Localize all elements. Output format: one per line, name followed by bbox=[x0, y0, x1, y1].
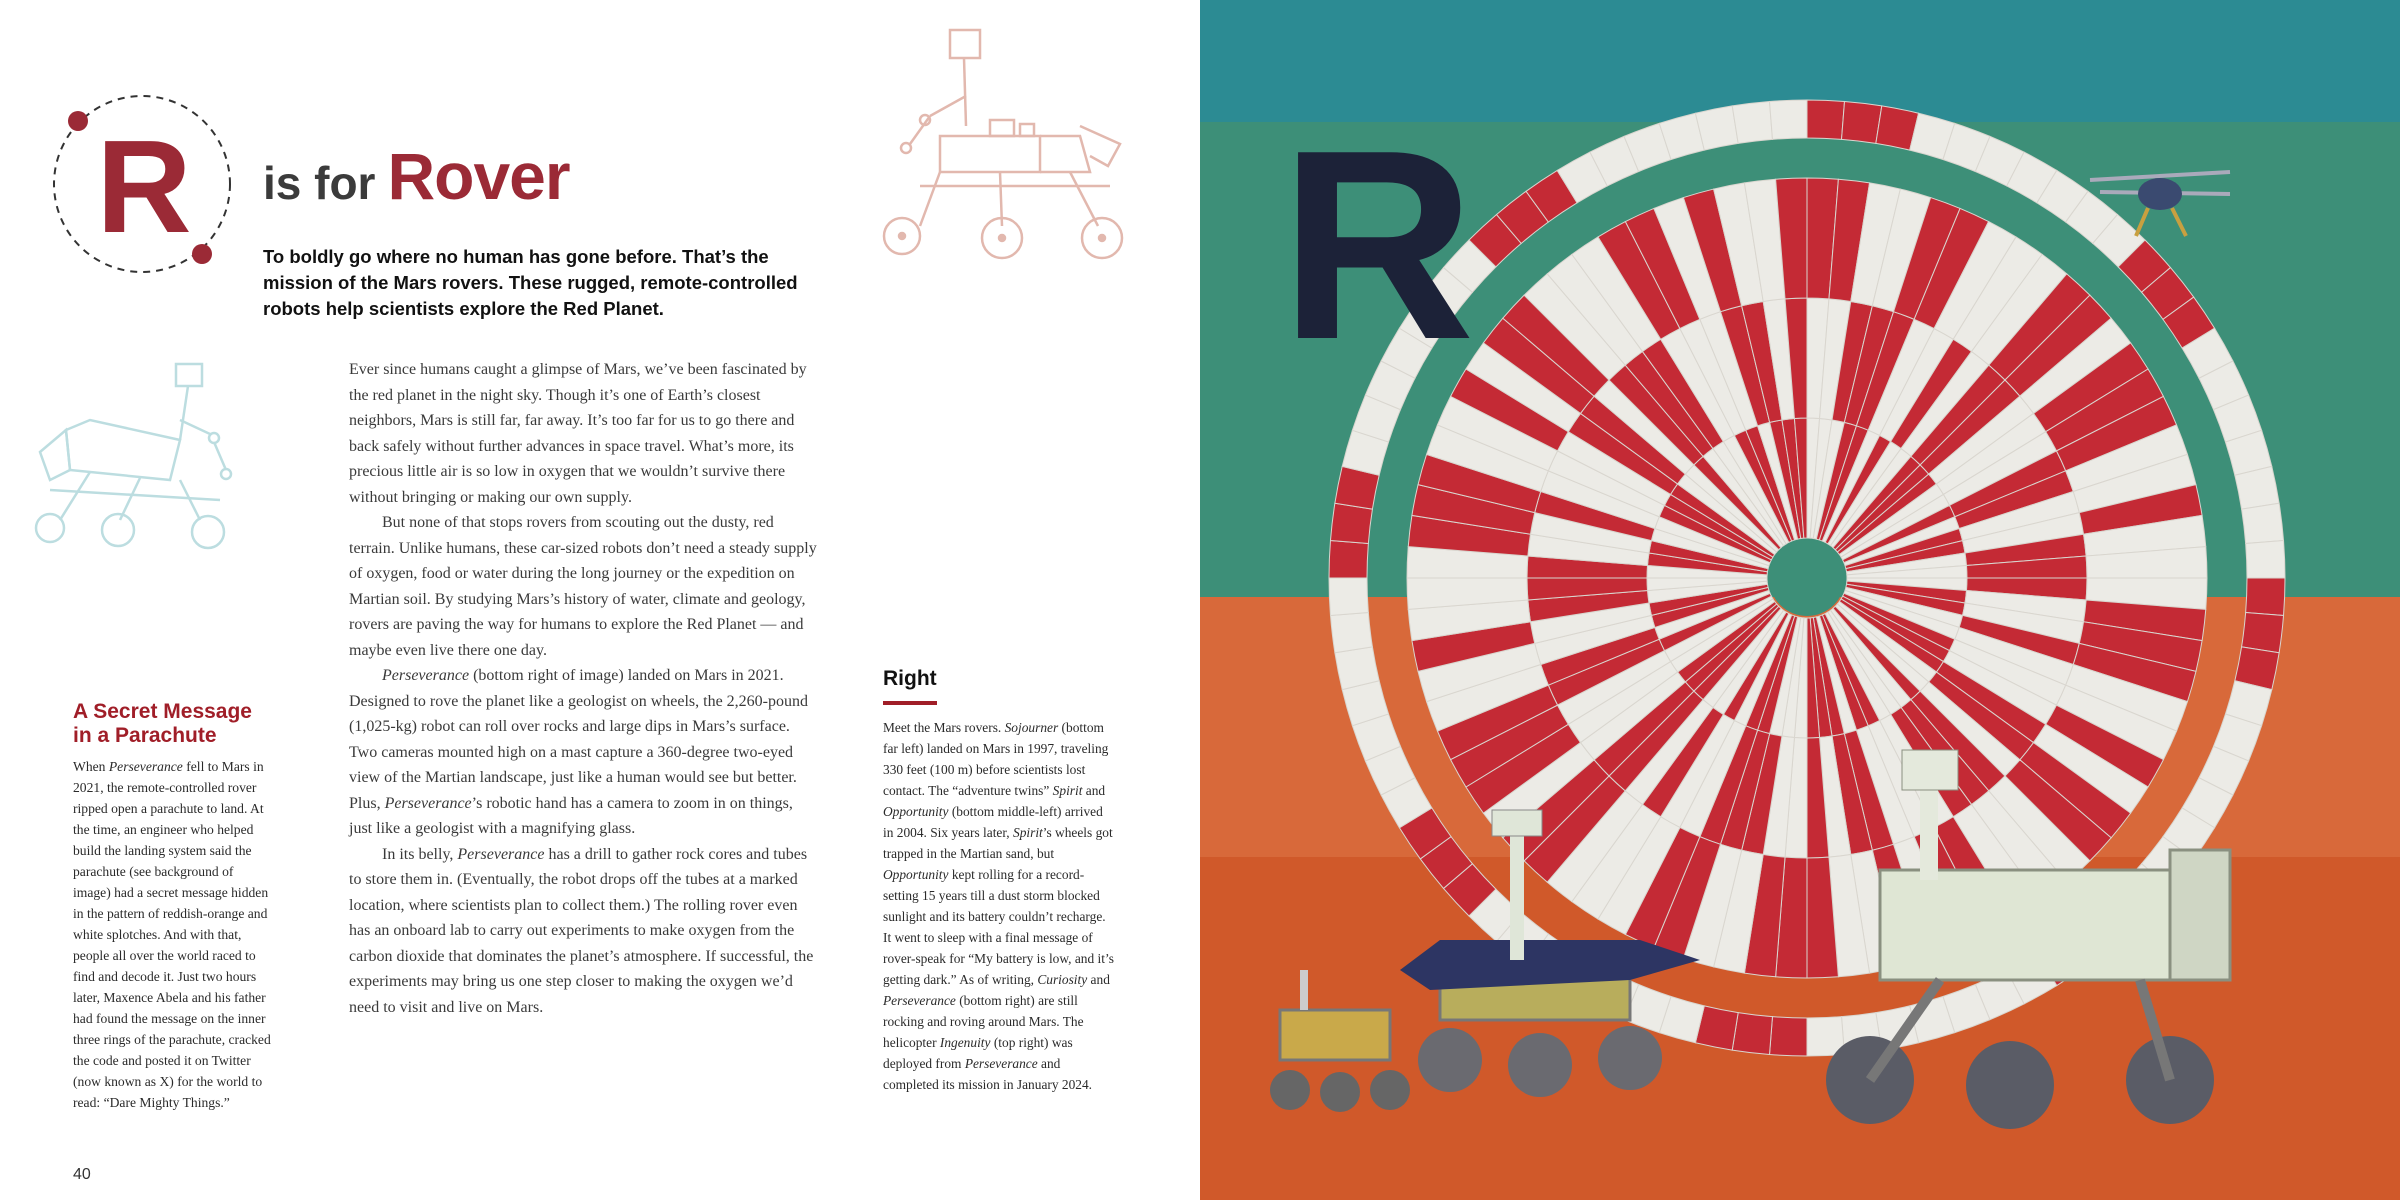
parachute-gore bbox=[1732, 101, 1772, 143]
rover-name: Perseverance bbox=[883, 993, 956, 1008]
parachute-gore bbox=[1330, 503, 1372, 543]
artwork-letter: R bbox=[1280, 95, 1475, 396]
page-title bbox=[263, 138, 570, 214]
parachute-gore bbox=[1842, 101, 1882, 143]
parachute-gore bbox=[2242, 613, 2284, 653]
main-body-text bbox=[349, 357, 819, 1020]
text: fell to Mars in 2021, the remote-controlled rover ripped open a parachute to land. At the time, an engineer who helped build the landing system said the parachute (see background of image) had a secret message hidden in the pattern of reddish-orange and white splotches. And with that, people all over the world raced to find and decode it. Just two hours later, Maxence Abela and his father had found the message on the inner three rings of the parachute, cracked the code and posted it on Twitter (now known as X) for the world to read: “Dare Mighty Things.” bbox=[73, 759, 271, 1110]
divider bbox=[883, 701, 937, 705]
parachute-gore bbox=[2242, 503, 2284, 543]
text: (bottom right of image) landed on Mars in 2021. Designed to rove the planet like a geologist on wheels, the 2,260-pound (1,025-kg) robot can roll over rocks and large dips in Mars’s surface. Two cameras mounted high on a mast capture a 360-degree two-eyed view of the Martian landscape, just like a human would see but better. Plus, bbox=[349, 667, 809, 812]
parachute-gore bbox=[1732, 1013, 1772, 1055]
drop-cap-letter: R bbox=[96, 113, 190, 260]
rover-name: Opportunity bbox=[883, 804, 949, 819]
paragraph: But none of that stops rovers from scouting out the dusty, red terrain. Unlike humans, these car-sized robots don’t need a steady supply of oxygen, food or water during the long journey or the expedition on Martian soil. By studying Mars’s history of water, climate and geology, rovers are paving the way for humans to explore the Red Planet — and maybe even live there one day. bbox=[349, 514, 817, 659]
paragraph: Ever since humans caught a glimpse of Mars, we’ve been fascinated by the red planet in the night sky. Though it’s one of Earth’s closest neighbors, Mars is still far, far away. It’s too far for us to go there and back safely without further advances in space travel. What’s more, its precious little air is so low in oxygen that we wouldn’t survive there without bringing or making our own supply. bbox=[349, 361, 807, 506]
text: When bbox=[73, 759, 109, 774]
text: and bbox=[1082, 783, 1106, 798]
parachute-gore bbox=[1769, 1017, 1807, 1056]
text: has a drill to gather rock cores and tubes to store them in. (Eventually, the robot drops off the tubes at a marked location, where scientists plan to collect them.) The rolling rover even has an onboard lab to carry out experiments to make oxygen from the carbon dioxide that dominates the planet’s atmosphere. If successful, the experiments may bring us one step closer to making the oxygen we’d need to visit and live on Mars. bbox=[349, 845, 814, 1016]
rover-name: Perseverance bbox=[384, 794, 472, 812]
parachute-gore bbox=[1329, 540, 1368, 578]
intro-text: To boldly go where no human has gone before. That’s the mission of the Mars rovers. These rugged, remote-controlled robots help scientists explore the Red Planet. bbox=[263, 246, 798, 319]
text: (top right) was deployed from bbox=[883, 1035, 1073, 1071]
quilt-artwork bbox=[1200, 0, 2400, 1200]
title-word: Rover bbox=[387, 139, 570, 213]
parachute-gore bbox=[1807, 100, 1845, 139]
image-caption bbox=[883, 665, 1115, 1095]
text: and completed its mission in January 2024. bbox=[883, 1056, 1093, 1092]
rover-name: Ingenuity bbox=[939, 1035, 991, 1050]
paragraph bbox=[349, 510, 819, 663]
parachute-gore bbox=[2246, 540, 2285, 578]
paragraph bbox=[349, 842, 819, 1021]
rover-name: Perseverance bbox=[457, 845, 545, 863]
rover-outline-icon bbox=[30, 360, 246, 550]
rover-name: Spirit bbox=[1013, 825, 1043, 840]
text: In its belly, bbox=[382, 845, 458, 863]
sidebar-text bbox=[73, 756, 271, 1113]
rover-name: Perseverance bbox=[964, 1056, 1038, 1071]
title-prefix: is for bbox=[263, 157, 376, 209]
sidebar-heading: A Secret Message in a Parachute bbox=[73, 700, 252, 747]
rover-name: Curiosity bbox=[1037, 972, 1088, 987]
rover-name: Perseverance bbox=[382, 667, 470, 684]
parachute-quilt-image bbox=[1200, 0, 2400, 1200]
text: and bbox=[1087, 972, 1110, 987]
rover-name: Opportunity bbox=[883, 867, 949, 882]
text: ’s wheels got trapped in the Martian sand, but bbox=[883, 825, 1113, 861]
text: (bottom middle-left) arrived in 2004. Six years later, bbox=[883, 804, 1103, 840]
text: ’s robotic hand has a camera to zoom in on things, just like a geologist with a magnifying glass. bbox=[349, 794, 793, 837]
rover-name: Perseverance bbox=[108, 759, 183, 774]
parachute-vent bbox=[1769, 540, 1845, 616]
parachute-gore bbox=[1330, 613, 1372, 653]
text: kept rolling for a record-setting 15 years till a dust storm blocked sunlight and its battery couldn’t recharge. It went to sleep with a final message of rover-speak for “My battery is low, and it’s getting dark.” As of writing, bbox=[883, 867, 1114, 987]
paragraph bbox=[349, 663, 819, 842]
rover-name: Sojourner bbox=[1004, 720, 1059, 735]
parachute-gore bbox=[1329, 578, 1368, 616]
page-number: 40 bbox=[73, 1166, 91, 1183]
text: (bottom far left) landed on Mars in 1997, traveling 330 feet (100 m) before scientists lost contact. The “adventure twins” bbox=[883, 720, 1109, 798]
rover-outline-icon bbox=[880, 26, 1136, 266]
parachute-gore bbox=[1769, 100, 1807, 139]
caption-heading: Right bbox=[883, 667, 937, 690]
sidebar-box bbox=[73, 700, 271, 1113]
text: Meet the Mars rovers. bbox=[883, 720, 1005, 735]
caption-text bbox=[883, 717, 1115, 1095]
parachute-gore bbox=[2246, 578, 2285, 616]
rover-name: Spirit bbox=[1052, 783, 1083, 798]
text: (bottom right) are still rocking and roving around Mars. The helicopter bbox=[883, 993, 1084, 1050]
